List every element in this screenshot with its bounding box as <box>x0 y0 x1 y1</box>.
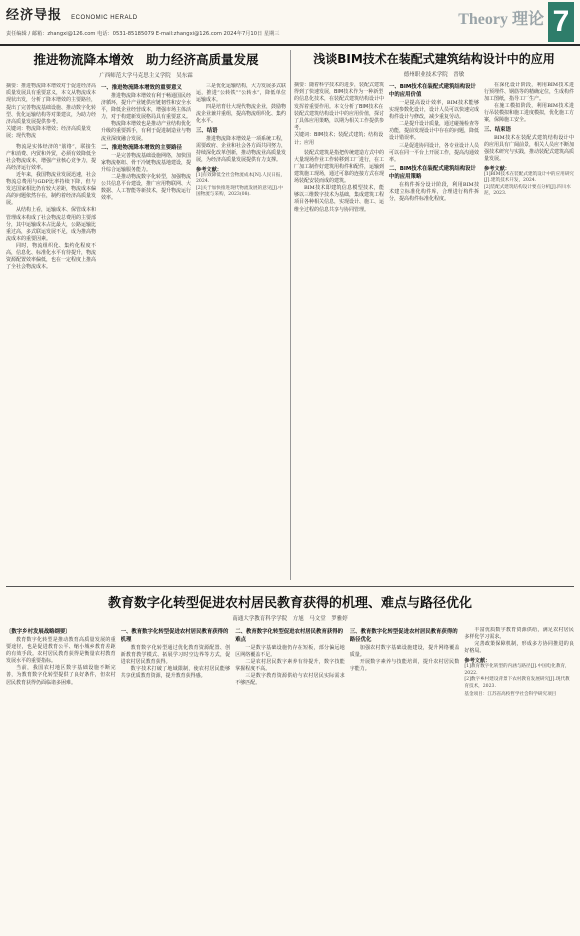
paragraph: BIM技术在装配式建筑结构设计中的应用具有广阔前景，相关人员应不断加强技术研究与实践，推动装配式建筑高质量发展。 <box>484 134 574 162</box>
reference-item: [2]数字乡村建设背景下农村教育发展研究[J].现代教育技术，2023. <box>464 677 570 689</box>
paragraph: 三是促进协同设计，各专业设计人员可以在同一平台上开展工作，提高沟通效率。 <box>389 142 479 163</box>
subheading: 二、教育数字化转型促进农村居民教育获得的难点 <box>235 629 344 643</box>
article-headline: 浅谈BIM技术在装配式建筑结构设计中的应用 <box>313 52 555 66</box>
article-logistics <box>6 50 286 580</box>
paragraph: 加强农村数字基础设施建设，提升网络覆盖质量。 <box>349 645 460 659</box>
paragraph: 完善政策保障机制，形成多方协同推进的良好格局。 <box>464 641 574 655</box>
masthead <box>0 0 580 46</box>
article-column <box>6 83 96 271</box>
article-column <box>101 83 191 271</box>
subheading: 三、结束语 <box>484 126 511 133</box>
paragraph: 一是数字基础设施仍存在短板，部分偏远地区网络覆盖不足。 <box>235 645 345 659</box>
article-columns <box>6 627 574 699</box>
article-columns <box>6 83 286 271</box>
column-divider <box>290 50 291 580</box>
references-title: 参考文献： <box>484 165 510 172</box>
reference-item: [2]关于加快推进现代物流发展的意见[J].中国物流与采购，2023(08). <box>196 185 283 198</box>
references-title: 参考文献： <box>196 166 222 173</box>
paragraph: 二是农村居民数字素养有待提升，数字技能掌握程度不高。 <box>235 659 345 673</box>
reference-item: [1]有效降低全社会物流成本[N].人民日报，2024. <box>196 172 286 185</box>
subheading: 二、推进物流降本增效的主要路径 <box>101 144 182 151</box>
paragraph: 三是优化运输结构，大力发展多式联运，推进“公转铁”“公转水”，降低单位运输成本。 <box>196 83 286 104</box>
article-headline: 推进物流降本增效 助力经济高质量发展 <box>33 52 259 67</box>
article-column <box>484 82 574 214</box>
paragraph: 物流降本增效也是推动产业结构优化升级的重要抓手，有利于促进制造业与物流业深度融合发展。 <box>101 121 191 142</box>
paragraph: 物流是实体经济的“筋络”，联接生产和消费、内贸和外贸，必须有效降低全社会物流成本，增强产业核心竞争力，提高经济运行效率。 <box>6 143 96 171</box>
subheading: 三、结语 <box>196 127 218 134</box>
references-title: 参考文献： <box>464 658 491 665</box>
paragraph: 推进物流降本增效是一项系统工程，需要政府、企业和社会各方面共同努力，持续深化改革创新，推动物流业高质量发展，为经济高质量发展提供有力支撑。 <box>196 135 286 163</box>
article-byline: 德州职业技术学院 晋敏 <box>403 72 465 78</box>
theory-label <box>458 6 544 29</box>
paragraph: 一是提高设计效率，BIM技术能够实现参数化设计，设计人员可以快速完成构件设计与修改，减少重复劳动。 <box>389 100 479 121</box>
article-column <box>294 82 384 214</box>
subheading: 一、BIM技术在装配式建筑结构设计中的应用价值 <box>389 84 476 98</box>
article-column <box>196 83 286 271</box>
paragraph: BIM技术即建筑信息模型技术，能够以三维数字技术为基础，集成建筑工程项目各种相关信息，实现设计、施工、运维全过程的信息共享与协同管理。 <box>294 185 384 213</box>
paragraph: 装配式建筑是指把传统建造方式中的大量现场作业工作转移到工厂进行，在工厂加工制作好建筑用构件和配件，运输到建筑施工现场，通过可靠的连接方式在现场装配安装而成的建筑。 <box>294 149 384 185</box>
theory-en: Theory <box>458 11 508 28</box>
paragraph: 从结构上看，运输成本、保管成本和管理成本构成了社会物流总费用的主要部分，其中运输成本占比最大，公路运输比重过高，多式联运发展不足，成为推高物流成本的重要因素。 <box>6 207 96 242</box>
paragraph: 数字技术打破了地域限制，使农村居民能够共享优质教育资源，提升教育获得感。 <box>120 666 231 680</box>
paragraph: 一是完善物流基础设施网络，加快国家物流枢纽、骨干冷链物流基地建设，提升综合运输服务能力。 <box>101 152 191 173</box>
paragraph: 在施工模拟阶段，利用BIM技术进行吊装模拟和施工进度模拟，优化施工方案，保障施工安全。 <box>484 103 574 124</box>
article-byline: 南通大学教育科学学院 方旭 马文堂 罗雅婷 <box>232 616 348 622</box>
funding-note: 基金项目：江苏省高校哲学社会科学研究项目 <box>464 692 557 698</box>
paragraph: 近年来，我国物流业发展迅速，社会物流总费用与GDP比率持续下降，但与发达国家相比仍有较大差距，物流成本偏高的问题依然存在，制约着经济高质量发展。 <box>6 172 96 207</box>
paragraph: 同时，物流组织化、集约化程度不高，信息化、标准化水平有待提升，物流资源配置效率偏低，也在一定程度上推高了全社会物流成本。 <box>6 242 96 271</box>
editor-info: 责任编辑 / 邮箱：zhangxi@126.com 电话：0531-85185079 E-mail:zhangxi@126.com 2024年7月10日 星期三 <box>6 31 280 37</box>
article-byline: 广西师范大学马克思主义学院 吴东霖 <box>99 73 193 79</box>
theory-cn: 理论 <box>511 9 544 28</box>
paragraph: 丰富优质数字教育资源供给，满足农村居民多样化学习需求。 <box>464 627 574 641</box>
article-abstract: 摘要：推进物流降本增效对于促进经济高质量发展具有重要意义，本文从物流成本现状出发，分析了降本增效的主要路径，提出了完善物流基础设施、推动数字化转型、优化运输结构等对策建议，为助力经济高质量发展提供参考。 <box>6 83 96 126</box>
subheading: 一、教育数字化转型促进农村居民教育获得的机理 <box>120 629 229 643</box>
article-education <box>6 592 574 932</box>
article-column <box>389 82 479 214</box>
paragraph: 在深化设计阶段，利用BIM技术进行预埋件、钢筋等的精确定位，生成构件加工图纸，指导工厂生产。 <box>484 82 574 103</box>
subheading: 二、BIM技术在装配式建筑结构设计中的应用策略 <box>389 165 476 180</box>
paragraph: 推进物流降本增效有利于畅通国民经济循环，提升产业链供应链韧性和安全水平，降低企业经营成本，增强市场主体活力，对于构建新发展格局具有重要意义。 <box>101 93 191 121</box>
subheading: 一、推进物流降本增效的重要意义 <box>101 85 182 91</box>
paragraph: 开展数字素养与技能培训，提升农村居民数字能力。 <box>349 659 460 673</box>
article-column <box>350 627 460 699</box>
article-column <box>464 627 574 699</box>
reference-item: [2]装配式建筑结构设计要点分析[J].四川水泥，2023. <box>484 184 571 197</box>
article-column <box>121 627 231 699</box>
article-abstract: 摘要：随着科学技术的进步，装配式建筑得到了快速发展，BIM技术作为一种新型的信息化技术，在装配式建筑结构设计中发挥着重要作用。本文分析了BIM技术在装配式建筑结构设计中的应用价值，探讨了具体应用策略，以期为相关工作提供参考。 <box>294 82 384 132</box>
paragraph: 二是提升设计质量，通过碰撞检查等功能，提前发现设计中存在的问题，降低设计错误率。 <box>389 121 479 142</box>
article-column <box>6 627 116 699</box>
section-title: 经济导报 <box>6 8 63 23</box>
reference-item: [1]BIM技术在装配式建筑设计中的应用研究[J].建筑技术开发，2024. <box>484 171 574 184</box>
paragraph: 教育数字化转型是推动教育高质量发展的重要途径，也是促进教育公平、缩小城乡教育差距的有效手段。农村居民教育获得是衡量农村教育发展水平的重要指标。 <box>6 637 116 665</box>
paragraph: 二是推动物流数字化转型，加强物流公共信息平台建设，推广应用物联网、大数据、人工智能等新技术，提升物流运行效率。 <box>101 173 191 202</box>
subheading: 三、教育数字化转型促进农村居民教育获得的路径优化 <box>349 629 458 643</box>
paragraph: 三是数字教育资源供给与农村居民实际需求不够匹配。 <box>235 673 345 687</box>
paragraph: 四是培育壮大现代物流企业，鼓励物流企业兼并重组，提高物流组织化、集约化水平。 <box>196 104 286 125</box>
paragraph: 教育数字化转型通过优化教育资源配置、创新教育教学模式、拓展学习时空边界等方式，促进农村居民教育获得。 <box>120 645 231 666</box>
section-divider <box>6 586 574 587</box>
reference-item: [1]教育数字化转型的内涵与路径[J].中国电化教育，2022. <box>464 664 570 676</box>
section-header <box>6 4 138 23</box>
article-columns <box>294 82 574 214</box>
article-bim <box>294 50 574 580</box>
article-headline: 教育数字化转型促进农村居民教育获得的机理、难点与路径优化 <box>107 596 472 611</box>
section-title-en: ECONOMIC HERALD <box>71 15 138 21</box>
paragraph: 在构件拆分设计阶段，利用BIM技术建立标准化构件库，合理进行构件拆分，提高构件标准化程度。 <box>389 181 479 203</box>
article-column <box>235 627 345 699</box>
article-keywords: 关键词：BIM技术；装配式建筑；结构设计；应用 <box>294 132 384 146</box>
page-number: 7 <box>548 2 574 42</box>
article-keywords: 关键词：物流降本增效；经济高质量发展；现代物流 <box>6 126 92 140</box>
intro-label: 〔数字乡村发展战略纲要〕 <box>6 629 71 635</box>
paragraph: 当前，我国农村地区数字基础设施不断完善，为教育数字化转型提供了良好条件，但农村居民教育获得仍面临诸多困难。 <box>6 665 116 686</box>
